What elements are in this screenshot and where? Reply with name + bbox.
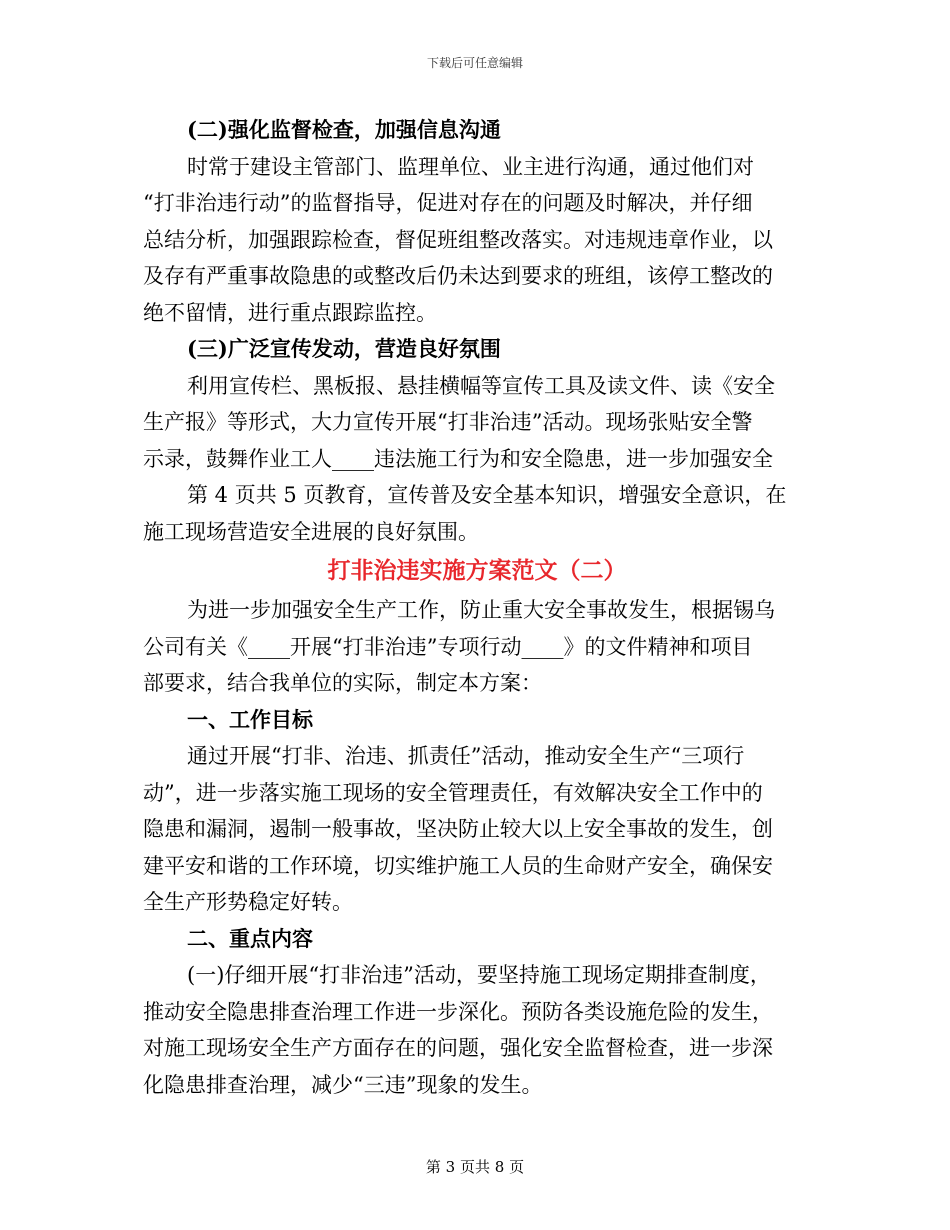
section-heading: (三)广泛宣传发动，营造良好氛围 [187,336,501,361]
paragraph-line: “打非治违行动”的监督指导，促进对存在的问题及时解决，并仔细 [143,191,753,215]
paragraph-line: 示录，鼓舞作业工人____违法施工行为和安全隐患，进一步加强安全 [143,446,773,471]
paragraph-line: 第 4 页共 5 页教育，宣传普及安全基本知识，增强安全意识，在 [187,483,787,507]
section-heading: 二、重点内容 [187,925,313,951]
page-footer: 第 3 页共 8 页 [425,1158,525,1176]
paragraph-line: 利用宣传栏、黑板报、悬挂横幅等宣传工具及读文件、读《安全 [187,373,775,398]
paragraph-line: 时常于建设主管部门、监理单位、业主进行沟通，通过他们对 [187,154,754,179]
paragraph-line: 隐患和漏洞，遏制一般事故，坚决防止较大以上安全事故的发生，创 [143,817,773,841]
section-heading: 一、工作目标 [187,706,313,732]
paragraph-line: 绝不留情，进行重点跟踪监控。 [143,300,437,325]
paragraph-line: 通过开展“打非、治违、抓责任”活动，推动安全生产“三项行 [187,744,745,768]
paragraph-line: 及存有严重事故隐患的或整改后仍未达到要求的班组，该停工整改的 [143,264,773,288]
paragraph-line: 部要求，结合我单位的实际，制定本方案： [143,671,542,695]
paragraph-line: 公司有关《____开展“打非治违”专项行动____》的文件精神和项目 [143,634,753,659]
paragraph-line: 对施工现场安全生产方面存在的问题，强化安全监督检查，进一步深 [143,1036,773,1060]
section-heading: (二)强化监督检查，加强信息沟通 [187,117,501,142]
paragraph-line: 总结分析，加强跟踪检查，督促班组整改落实。对违规违章作业，以 [143,227,773,252]
paragraph-line: 施工现场营造安全进展的良好氛围。 [143,519,479,544]
paragraph-line: 为进一步加强安全生产工作，防止重大安全事故发生，根据锡乌 [187,598,775,622]
paragraph-line: 化隐患排查治理，减少“三违”现象的发生。 [143,1072,543,1097]
paragraph-line: (一)仔细开展“打非治违”活动，要坚持施工现场定期排查制度， [187,963,771,987]
page-header: 下载后可任意编辑 [426,56,523,70]
paragraph-line: 建平安和谐的工作环境，切实维护施工人员的生命财产安全，确保安 [143,853,773,878]
paragraph-line: 生产报》等形式，大力宣传开展“打非治违”活动。现场张贴安全警 [143,410,753,434]
paragraph-line: 推动安全隐患排查治理工作进一步深化。预防各类设施危险的发生， [143,999,773,1024]
document-body [143,112,811,1103]
paragraph-line: 全生产形势稳定好转。 [143,890,353,914]
document-title: 打非治违实施方案范文（二） [327,557,627,584]
paragraph-line: 动”，进一步落实施工现场的安全管理责任，有效解决安全工作中的 [143,780,763,805]
